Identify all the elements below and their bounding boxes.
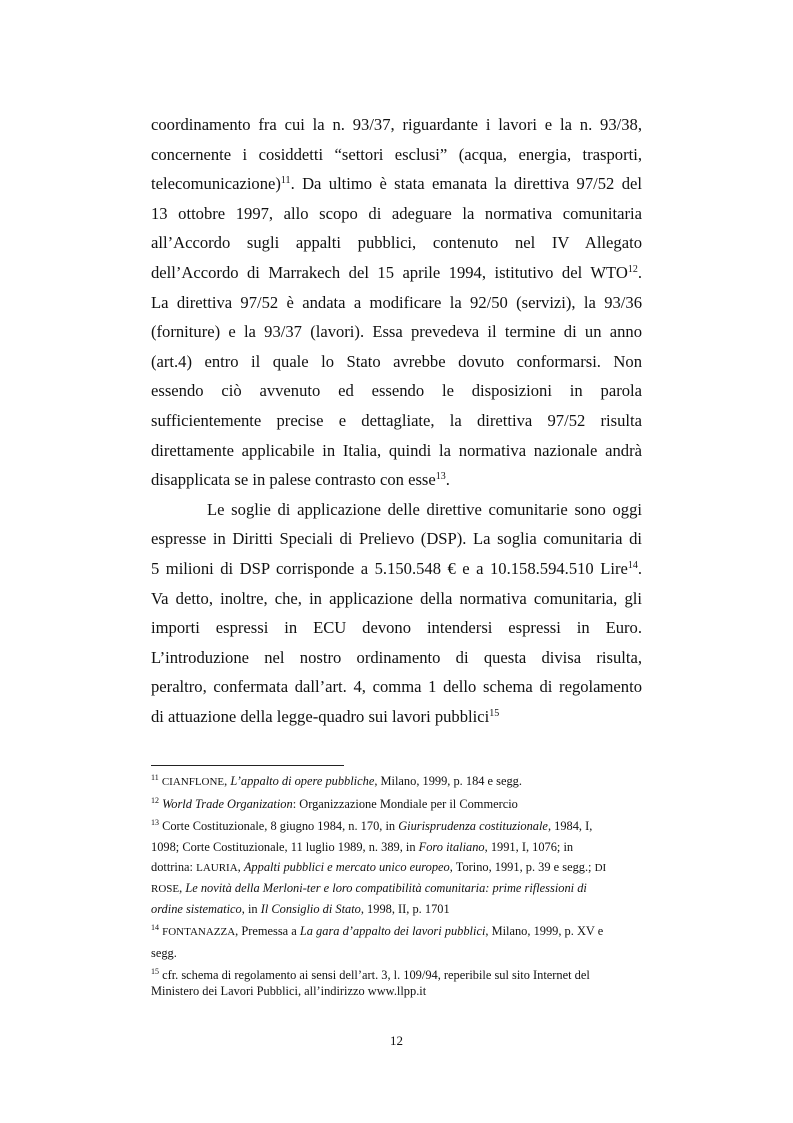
footnote-11: $^{11}$ CIANFLONE, L’appalto di opere pubbliche, Milano, 1999, p. 184 e segg. xyxy=(151,773,522,788)
text-line: concernente i cosiddetti “settori esclusi” (acqua, energia, trasporti, xyxy=(151,144,642,164)
text-line: La direttiva 97/52 è andata a modificare la 92/50 (servizi), la 93/36 xyxy=(151,292,642,312)
text-line: coordinamento fra cui la n. 93/37, riguardante i lavori e la n. 93/38, xyxy=(151,115,642,134)
text-line: dell’Accordo di Marrakech del 15 aprile 1994, istitutivo del WTO$^{12}$. xyxy=(151,262,642,282)
footnote-15: $^{15}$ cfr. schema di regolamento ai sensi dell’art. 3, l. 109/94, reperibile sul sito Internet del Ministero dei Lavori Pubblici, all’indirizzo www.llpp.it xyxy=(151,966,590,998)
text-line: all’Accordo sugli appalti pubblici, contenuto nel IV Allegato xyxy=(151,233,642,253)
text-line: essendo ciò avvenuto ed essendo le disposizioni in parola xyxy=(151,381,642,401)
url-link[interactable]: Ministero dei Lavori Pubblici, all’indirizzo www.llpp.it xyxy=(151,983,427,998)
text-line: L’introduzione nel nostro ordinamento di questa divisa risulta, xyxy=(151,647,642,667)
footnote-ref-15[interactable]: 15 xyxy=(489,707,500,719)
page-number: 12 xyxy=(390,1033,403,1048)
paragraph-1 xyxy=(151,110,642,495)
text-line: 5 milioni di DSP corrisponde a 5.150.548 € e a 10.158.594.510 Lire$^{14}$. xyxy=(151,558,642,578)
paragraph-2 xyxy=(151,495,642,732)
text-line: disapplicata se in palese contrasto con esse$^{13}$. xyxy=(151,470,450,490)
text-line: 13 ottobre 1997, allo scopo di adeguare la normativa comunitaria xyxy=(151,203,642,223)
footnote-ref-12[interactable]: 12 xyxy=(627,263,638,275)
text-line: peraltro, confermata dall’art. 4, comma 1 dello schema di regolamento xyxy=(151,677,642,697)
body-text xyxy=(151,110,642,731)
text-line: Le soglie di applicazione delle direttive comunitarie sono oggi xyxy=(207,499,642,519)
text-line: direttamente applicabile in Italia, quindi la normativa nazionale andrà xyxy=(151,440,642,460)
footnote-separator xyxy=(151,765,344,766)
text-line: (art.4) entro il quale lo Stato avrebbe dovuto conformarsi. Non xyxy=(151,351,642,371)
footnote-14: $^{14}$ FONTANAZZA, Premessa a La gara d’appalto dei lavori pubblici, Milano, 1999, p. XV e segg. xyxy=(151,923,604,960)
footnote-ref-14[interactable]: 14 xyxy=(627,559,638,571)
footnote-ref-11[interactable]: 11 xyxy=(280,175,291,187)
text-line: sufficientemente precise e dettagliate, la direttiva 97/52 risulta xyxy=(151,410,642,430)
footnote-13: $^{13}$ Corte Costituzionale, 8 giugno 1984, n. 170, in Giurisprudenza costituzionale, 1984, I, 1098; Corte Costituzionale, 11 luglio 1989, n. 389, in Foro italiano, 1991, I, 1076; in dottrina: LAURIA, Appalti pubblici e mercato unico europeo, Torino, 1991, p. 39 e segg.; DI ROSE, Le novità della Merloni-ter e loro compatibilità comunitaria: prime riflessioni di ordine sistematico, in Il Consiglio di Stato, 1998, II, p. 1701 xyxy=(151,818,607,917)
footnotes xyxy=(151,771,642,1001)
footnote-12: $^{12}$ World Trade Organization: Organizzazione Mondiale per il Commercio xyxy=(151,796,518,812)
text-line: di attuazione della legge-quadro sui lavori pubblici$^{15}$ xyxy=(151,706,500,726)
text-line: espresse in Diritti Speciali di Prelievo (DSP). La soglia comunitaria di xyxy=(151,529,642,549)
footnote-ref-13[interactable]: 13 xyxy=(435,471,446,483)
text-line: importi espressi in ECU devono intendersi espressi in Euro. xyxy=(151,618,642,638)
text-line: telecomunicazione)$^{11}$. Da ultimo è stata emanata la direttiva 97/52 del xyxy=(151,174,642,194)
text-line: (forniture) e la 93/37 (lavori). Essa prevedeva il termine di un anno xyxy=(151,322,642,342)
text-line: Va detto, inoltre, che, in applicazione della normativa comunitaria, gli xyxy=(151,588,642,608)
